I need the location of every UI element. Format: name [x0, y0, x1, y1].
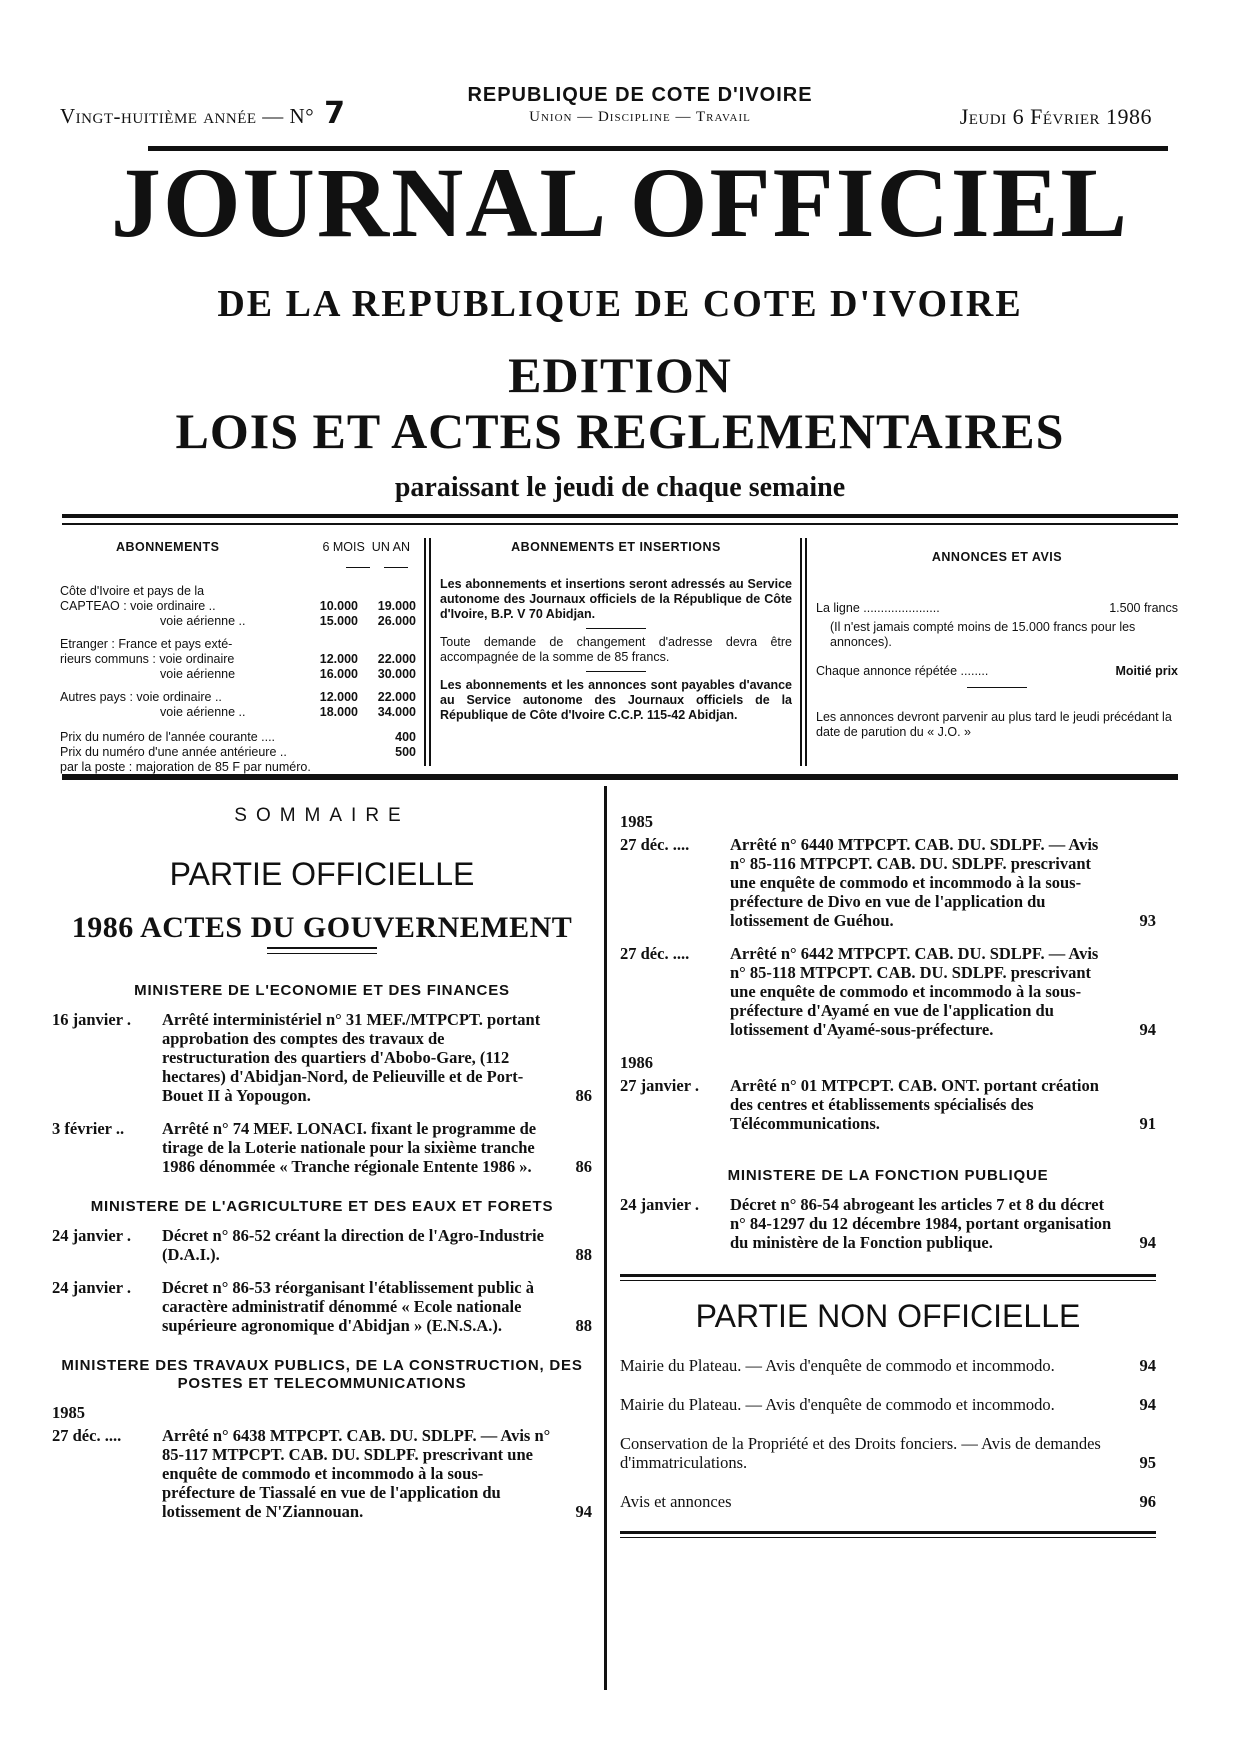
fonction-heading: MINISTERE DE LA FONCTION PUBLIQUE [727, 1167, 1049, 1184]
rate-row [60, 652, 416, 667]
right-block [620, 944, 1156, 1039]
entry-page: 94 [1139, 1356, 1156, 1375]
entry-date: 27 janvier . [620, 1076, 699, 1095]
year-label: 1985 [620, 812, 653, 831]
price-label: Prix du numéro d'une année antérieure .. [60, 745, 287, 759]
sommaire-entry [620, 835, 1156, 930]
non-officielle-entry [620, 1395, 1156, 1414]
entry-page: 93 [1139, 911, 1156, 930]
rate-row [60, 599, 416, 614]
right-block [620, 812, 1156, 930]
rate-6-months: 12.000 [319, 652, 358, 666]
rate-label: voie aérienne .. [160, 614, 246, 628]
rate-6-months: 12.000 [319, 690, 358, 704]
entry-text: Mairie du Plateau. — Avis d'enquête de commodo et incommodo. [620, 1356, 1055, 1375]
republic-block [440, 84, 840, 126]
ministry-heading: MINISTERE DE L'AGRICULTURE ET DES EAUX ET FORETS [90, 1198, 554, 1215]
sommaire-entry [620, 1076, 1156, 1133]
rate-values [306, 614, 416, 629]
non-officielle-entry [620, 1356, 1156, 1375]
ministry-section [52, 1198, 592, 1335]
left-sections [52, 982, 592, 1521]
annonces-heading: ANNONCES ET AVIS [931, 550, 1063, 564]
sommaire-entry [52, 1010, 592, 1105]
entry-page: 88 [575, 1316, 592, 1335]
rate-values [306, 637, 416, 652]
line-rate-label: La ligne ...................... [816, 601, 940, 615]
rate-values [306, 599, 416, 614]
partie-non-officielle-title: PARTIE NON OFFICIELLE [695, 1298, 1081, 1334]
rate-label: Côte d'Ivoire et pays de la [60, 584, 205, 598]
right-block [620, 1053, 1156, 1133]
rate-row [60, 705, 416, 720]
sommaire-entry [620, 944, 1156, 1039]
rate-row [60, 614, 416, 629]
rate-values [306, 705, 416, 720]
entry-text: Arrêté n° 01 MTPCPT. CAB. ONT. portant création des centres et établissements spécialisés des Télécommunications. [730, 1076, 1099, 1133]
subscription-rates [60, 584, 416, 720]
rate-values [306, 652, 416, 667]
non-officielle-entry [620, 1434, 1156, 1472]
fonction-entry [620, 1195, 1156, 1252]
entry-text: Conservation de la Propriété et des Droits fonciers. — Avis de demandes d'immatriculations. [620, 1434, 1101, 1472]
entry-page: 94 [1139, 1395, 1156, 1414]
minimum-note: (Il n'est jamais compté moins de 15.000 francs pour les annonces). [830, 620, 1136, 649]
entry-date: 3 février .. [52, 1119, 125, 1138]
col-1-year: UN AN [371, 540, 410, 554]
issue-prices [60, 730, 416, 775]
entry-text: Avis et annonces [620, 1492, 732, 1511]
column-divider [604, 786, 607, 1690]
rate-row [60, 584, 416, 599]
entry-page: 96 [1139, 1492, 1156, 1511]
entry-date: 27 déc. .... [620, 835, 690, 854]
masthead-rule-2 [62, 523, 1178, 525]
deadline-note: Les annonces devront parvenir au plus tard le jeudi précédant la date de parution du « J.O. » [816, 710, 1172, 739]
insertions-column [440, 540, 792, 723]
entry-page: 94 [1139, 1020, 1156, 1039]
ministry-heading: MINISTERE DES TRAVAUX PUBLICS, DE LA CONSTRUCTION, DES POSTES ET TELECOMMUNICATIONS [61, 1357, 583, 1392]
rate-label: rieurs communs : voie ordinaire [60, 652, 235, 666]
rate-row [60, 667, 416, 682]
sommaire-entry [52, 1426, 592, 1521]
journal-title: JOURNAL OFFICIEL [110, 147, 1130, 258]
entry-text: Arrêté n° 6442 MTPCPT. CAB. DU. SDLPF. — Avis n° 85-118 MTPCPT. CAB. DU. SDLPF. prescrivant une enquête de commodo et incommodo à la sous-préfecture d'Ayamé en vue de l'application du lotissement d'Ayamé-sous-préfecture. [730, 944, 1099, 1039]
partie-officielle-title: PARTIE OFFICIELLE [169, 856, 475, 892]
price-value: 400 [395, 730, 416, 744]
entry-text: Décret n° 86-53 réorganisant l'établissement public à caractère administratif dénommé « Ecole nationale supérieure agronomique d'Abidjan » (E.N.S.A.). [162, 1278, 535, 1335]
rate-row [60, 637, 416, 652]
non-officielle-list [620, 1356, 1156, 1511]
rate-label: Autres pays : voie ordinaire .. [60, 690, 222, 704]
rate-values [306, 667, 416, 682]
edition-name: LOIS ET ACTES REGLEMENTAIRES [175, 403, 1065, 459]
actes-heading: 1986 ACTES DU GOUVERNEMENT [71, 911, 573, 944]
box-divider-2b [805, 538, 807, 766]
subscriptions-heading: ABONNEMENTS [116, 540, 220, 554]
entry-page: 94 [575, 1502, 592, 1521]
edition-label: EDITION [508, 347, 732, 403]
sommaire-entry [52, 1226, 592, 1264]
non-officielle-entry [620, 1492, 1156, 1511]
entry-text: Décret n° 86-52 créant la direction de l'Agro-Industrie (D.A.I.). [162, 1226, 544, 1264]
masthead-rule-1 [62, 514, 1178, 518]
sommaire-right-column [620, 806, 1156, 1538]
box-divider-1 [424, 538, 426, 766]
year-label: 1985 [52, 1403, 85, 1422]
rate-1-year: 26.000 [377, 614, 416, 628]
insertions-address: Les abonnements et insertions seront adressés au Service autonome des Journaux officiels de la République de Côte d'Ivoire, B.P. V 70 Abidjan. [440, 577, 792, 621]
subscriptions-column [60, 540, 416, 775]
periodicity: paraissant le jeudi de chaque semaine [394, 472, 846, 503]
address-change-note: Toute demande de changement d'adresse devra être accompagnée de la somme de 85 francs. [440, 635, 792, 664]
repeat-label: Chaque annonce répétée ........ [816, 664, 989, 678]
col-6-months: 6 MOIS [322, 540, 365, 554]
rate-6-months: 16.000 [319, 667, 358, 681]
rate-6-months: 18.000 [319, 705, 358, 719]
entry-date: 24 janvier . [620, 1195, 699, 1214]
rate-1-year: 34.000 [377, 705, 416, 719]
entry-date: 24 janvier . [52, 1278, 131, 1297]
entry-text: Arrêté n° 6440 MTPCPT. CAB. DU. SDLPF. — Avis n° 85-116 MTPCPT. CAB. DU. SDLPF. prescrivant une enquête de commodo et incommodo à la sous-préfecture de Divo en vue de l'application du lotissement de Guéhou. [730, 835, 1099, 930]
price-label: Prix du numéro de l'année courante .... [60, 730, 276, 744]
rate-values [306, 584, 416, 599]
year-label: Vingt-huitième année — N° [60, 104, 315, 128]
entry-text: Arrêté interministériel n° 31 MEF./MTPCPT. portant approbation des comptes des travaux de restructuration des quartiers d'Abobo-Gare, (112 hectares) d'Abidjan-Nord, de Pelieuville et de Port-Bouet II à Yopougon. [162, 1010, 541, 1105]
entry-page: 95 [1139, 1453, 1156, 1472]
rate-label: voie aérienne .. [160, 705, 246, 719]
right-entries [620, 812, 1156, 1133]
rate-6-months: 15.000 [319, 614, 358, 628]
republic-name: REPUBLIQUE DE COTE D'IVOIRE [467, 84, 813, 106]
journal-subtitle: DE LA REPUBLIQUE DE COTE D'IVOIRE [217, 283, 1023, 325]
entry-text: Arrêté n° 74 MEF. LONACI. fixant le programme de tirage de la Loterie nationale pour la sixième tranche 1986 dénommée « Tranche régionale Entente 1986 ». [162, 1119, 537, 1176]
box-bottom-rule [62, 774, 1178, 780]
entry-date: 24 janvier . [52, 1226, 131, 1245]
box-divider-2 [800, 538, 802, 766]
line-rate-price: 1.500 francs [1109, 601, 1178, 615]
rate-1-year: 19.000 [377, 599, 416, 613]
payment-note: Les abonnements et les annonces sont payables d'avance au Service autonome des Journaux officiels de la République de Côte d'Ivoire C.C.P. 115-42 Abidjan. [440, 678, 792, 722]
ministry-section [52, 982, 592, 1176]
entry-page: 88 [575, 1245, 592, 1264]
rate-label: Etranger : France et pays exté- [60, 637, 233, 651]
entry-date: 27 déc. .... [52, 1426, 122, 1445]
entry-date: 27 déc. .... [620, 944, 690, 963]
price-row [60, 760, 416, 775]
insertions-heading: ABONNEMENTS ET INSERTIONS [511, 540, 721, 554]
rate-6-months: 10.000 [319, 599, 358, 613]
ministry-section [52, 1357, 592, 1521]
issue-date: Jeudi 6 Février 1986 [959, 104, 1152, 129]
year-label: 1986 [620, 1053, 653, 1072]
price-label: par la poste : majoration de 85 F par numéro. [60, 760, 311, 774]
annonces-column [816, 540, 1178, 740]
year-issue [60, 96, 345, 131]
rate-label: voie aérienne [160, 667, 236, 681]
rate-1-year: 22.000 [377, 652, 416, 666]
rate-label: CAPTEAO : voie ordinaire .. [60, 599, 216, 613]
rate-1-year: 30.000 [377, 667, 416, 681]
entry-page: 86 [575, 1157, 592, 1176]
entry-page: 94 [1139, 1233, 1156, 1252]
entry-date: 16 janvier . [52, 1010, 131, 1029]
entry-text: Arrêté n° 6438 MTPCPT. CAB. DU. SDLPF. — Avis n° 85-117 MTPCPT. CAB. DU. SDLPF. prescrivant une enquête de commodo et incommodo à la sous-préfecture de Tiassalé en vue de l'application du lotissement de N'Ziannouan. [162, 1426, 551, 1521]
price-row [60, 745, 416, 760]
sommaire-title: SOMMAIRE [234, 805, 410, 826]
sommaire-entry [52, 1278, 592, 1335]
republic-motto: Union — Discipline — Travail [529, 109, 751, 125]
box-divider-1b [429, 538, 431, 766]
entry-text: Décret n° 86-54 abrogeant les articles 7 et 8 du décret n° 84-1297 du 12 décembre 1984, portant organisation du ministère de la Fonction publique. [730, 1195, 1112, 1252]
repeat-price: Moitié prix [1115, 664, 1178, 678]
sommaire-left-column [52, 806, 592, 1543]
entry-text: Mairie du Plateau. — Avis d'enquête de commodo et incommodo. [620, 1395, 1055, 1414]
sommaire-entry [52, 1119, 592, 1176]
entry-page: 91 [1139, 1114, 1156, 1133]
rate-row [60, 690, 416, 705]
rate-values [306, 690, 416, 705]
rate-1-year: 22.000 [377, 690, 416, 704]
entry-page: 86 [575, 1086, 592, 1105]
ministry-heading: MINISTERE DE L'ECONOMIE ET DES FINANCES [134, 982, 510, 999]
price-value: 500 [395, 745, 416, 759]
issue-number: 7 [324, 96, 346, 131]
price-row [60, 730, 416, 745]
